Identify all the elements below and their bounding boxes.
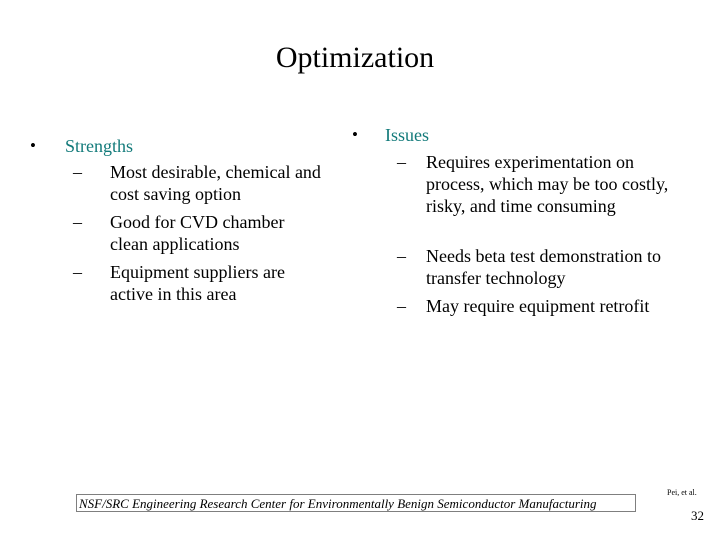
- attribution: Pei, et al.: [667, 488, 697, 497]
- footer-banner: NSF/SRC Engineering Research Center for Environmentally Benign Semiconductor Manufacturing: [76, 494, 636, 512]
- list-item: [340, 245, 720, 295]
- dash-icon: –: [73, 162, 82, 182]
- list-item: [0, 211, 340, 261]
- list-item: [340, 295, 720, 321]
- list-item-text: May require equipment retrofit: [426, 296, 650, 316]
- dash-icon: –: [73, 262, 82, 282]
- list-item: [340, 151, 720, 245]
- list-item-text: Good for CVD chamber clean applications: [110, 212, 285, 254]
- strengths-column: [0, 121, 340, 304]
- bullet-icon: •: [30, 136, 36, 155]
- list-item-text: Equipment suppliers are active in this area: [110, 262, 285, 304]
- strengths-bullet-row: [0, 121, 340, 156]
- dash-icon: –: [73, 212, 82, 232]
- issues-bullet-row: [340, 121, 720, 147]
- strengths-heading: Strengths: [65, 136, 134, 156]
- issues-column: [340, 121, 720, 316]
- issues-heading: Issues: [385, 125, 429, 145]
- list-item-text: Needs beta test demonstration to transfer technology: [426, 246, 661, 288]
- issues-list: [340, 151, 720, 321]
- list-item: [0, 161, 340, 211]
- page-number: 32: [691, 508, 704, 523]
- strengths-list: [0, 161, 340, 311]
- list-item-text: Most desirable, chemical and cost saving option: [110, 162, 321, 204]
- bullet-icon: •: [352, 125, 358, 144]
- dash-icon: –: [397, 296, 406, 316]
- dash-icon: –: [397, 246, 406, 266]
- slide-title: Optimization: [275, 41, 435, 74]
- list-item-text: Requires experimentation on process, which may be too costly, risky, and time consuming: [426, 152, 669, 216]
- dash-icon: –: [397, 152, 406, 172]
- list-item: [0, 261, 340, 311]
